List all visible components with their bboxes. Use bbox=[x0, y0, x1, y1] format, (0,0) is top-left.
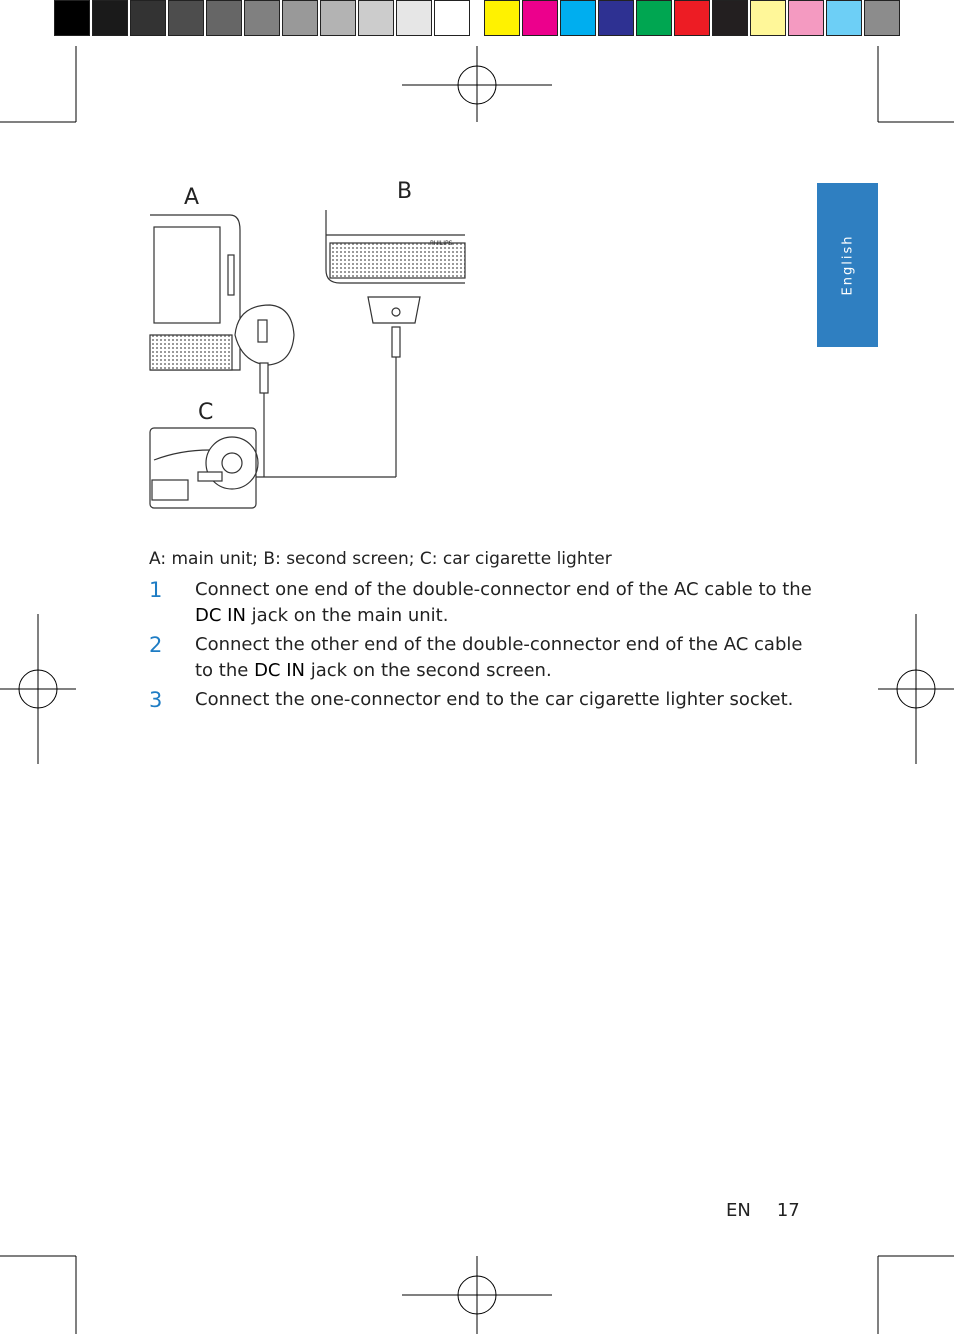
footer-language: EN bbox=[726, 1200, 751, 1221]
step-number: 1 bbox=[149, 578, 163, 602]
step-number: 3 bbox=[149, 688, 163, 712]
connection-diagram bbox=[140, 175, 480, 515]
step-text: Connect one end of the double-connector end of the AC cable to the DC IN jack on the main unit. bbox=[195, 579, 812, 626]
step-number: 2 bbox=[149, 633, 163, 657]
diagram-drawing bbox=[140, 175, 480, 515]
page-number: 17 bbox=[776, 1200, 800, 1221]
step-text: Connect the other end of the double-connector end of the AC cable to the DC IN jack on the second screen. bbox=[195, 634, 803, 681]
language-tab bbox=[817, 183, 878, 347]
label-b: B bbox=[397, 179, 413, 204]
figure-caption: A: main unit; B: second screen; C: car cigarette lighter bbox=[149, 549, 612, 569]
page-footer bbox=[726, 1200, 800, 1221]
brand-logo: PHILIPS bbox=[430, 240, 453, 247]
language-tab-label: English bbox=[840, 234, 855, 296]
label-a: A bbox=[184, 185, 200, 210]
step-text: Connect the one-connector end to the car cigarette lighter socket. bbox=[195, 689, 794, 710]
label-c: C bbox=[198, 400, 214, 425]
